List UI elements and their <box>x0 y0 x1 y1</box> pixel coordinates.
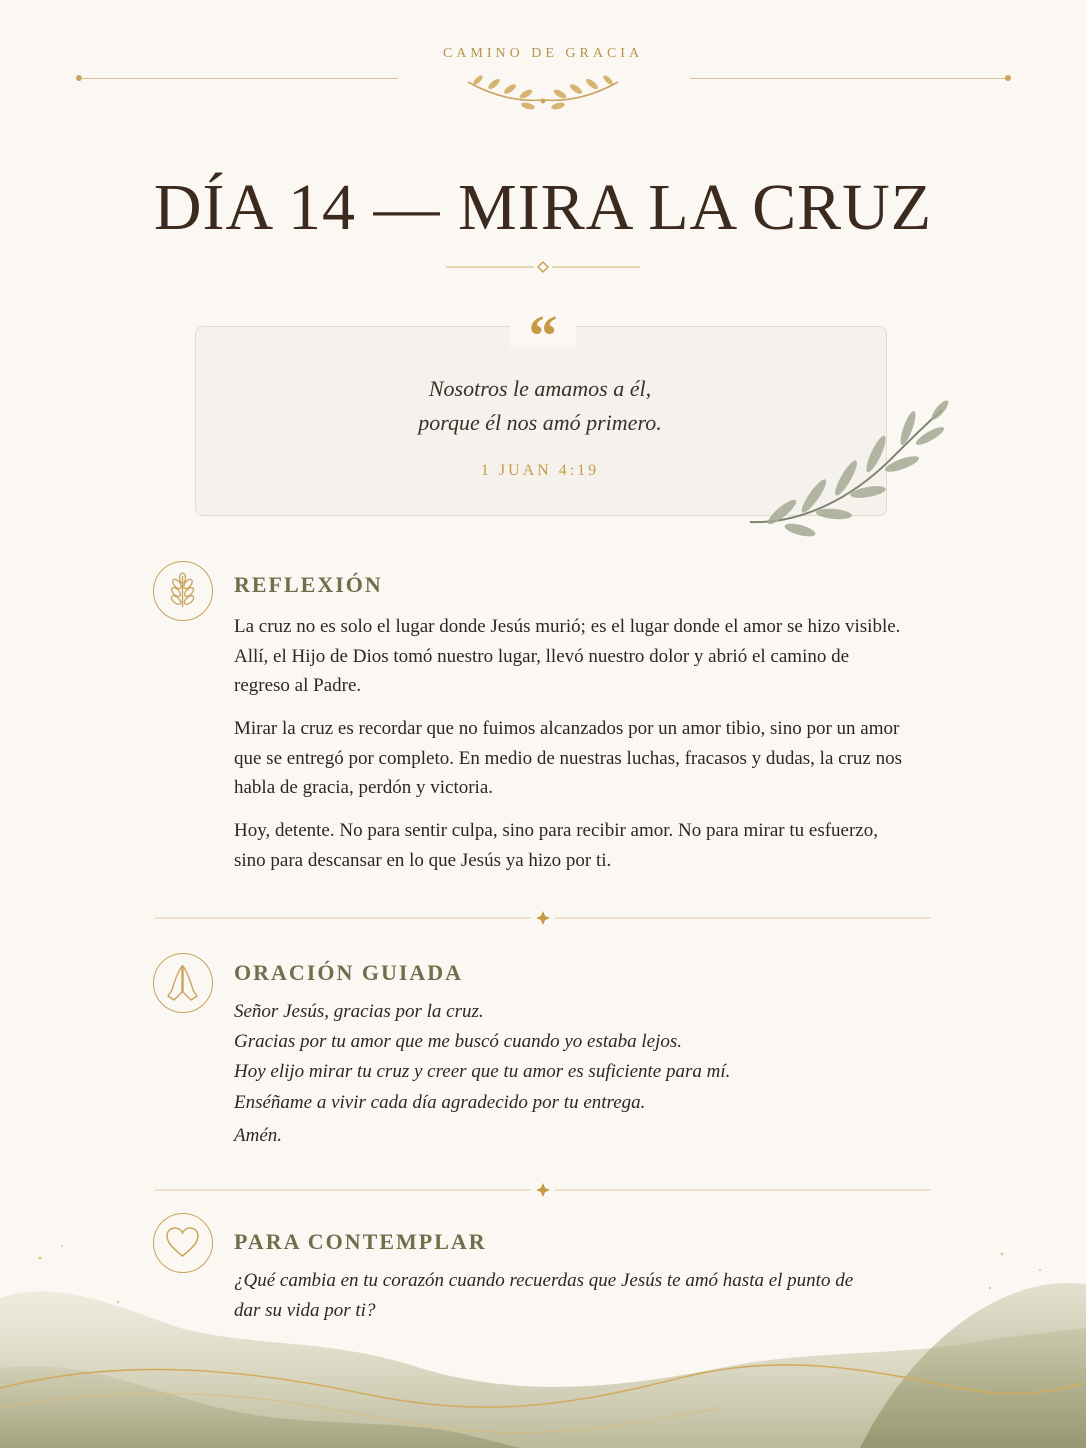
quote-mark-icon: “ <box>510 304 576 348</box>
header-rule <box>80 78 398 79</box>
header-rule <box>690 78 1008 79</box>
section-title-contemplate: PARA CONTEMPLAR <box>234 1229 487 1254</box>
page-title: DÍA 14 — MIRA LA CRUZ <box>153 171 933 244</box>
contemplate-question: ¿Qué cambia en tu corazón cuando recuerdas que Jesús te amó hasta el punto de dar su vida por ti? <box>234 1270 854 1321</box>
watercolor-footer <box>0 1218 1086 1448</box>
prayer-line: Hoy elijo mirar tu cruz y creer que tu amor es suficiente para mí. <box>234 1061 731 1082</box>
prayer-line: Señor Jesús, gracias por la cruz. <box>234 1001 484 1022</box>
prayer-line: Amén. <box>234 1125 283 1146</box>
reflection-paragraph: Mirar la cruz es recordar que no fuimos alcanzados por un amor tibio, sino por un amor que se entregó por completo. En medio de nuestras luchas, fracasos y dudas, la cruz nos habla de gracia, perdón y victoria. <box>234 718 902 798</box>
section-title-reflection: REFLEXIÓN <box>234 572 383 597</box>
laurel-icon <box>448 70 638 116</box>
prayer-line: Enséñame a vivir cada día agradecido por tu entrega. <box>234 1092 646 1113</box>
brand-name: CAMINO DE GRACIA <box>442 46 644 61</box>
verse-line: Nosotros le amamos a él, <box>428 376 652 401</box>
prayer-line: Gracias por tu amor que me buscó cuando yo estaba lejos. <box>234 1031 683 1052</box>
section-title-prayer: ORACIÓN GUIADA <box>234 960 464 985</box>
section-divider <box>155 1182 931 1198</box>
verse-reference: 1 JUAN 4:19 <box>480 462 600 479</box>
wheat-icon <box>153 561 213 621</box>
reflection-paragraph: La cruz no es solo el lugar donde Jesús murió; es el lugar donde el amor se hizo visible. Allí, el Hijo de Dios tomó nuestro lugar, llevó nuestro dolor y abrió el camino de regreso al Padre. <box>234 616 901 696</box>
olive-branch-icon <box>742 398 952 556</box>
section-divider <box>155 910 931 926</box>
verse-line: porque él nos amó primero. <box>418 410 662 435</box>
title-divider <box>446 260 640 274</box>
header-dot <box>1005 75 1011 81</box>
praying-hands-icon <box>153 953 213 1013</box>
reflection-paragraph: Hoy, detente. No para sentir culpa, sino para recibir amor. No para mirar tu esfuerzo, sino para descansar en lo que Jesús ya hizo por ti. <box>234 820 878 871</box>
